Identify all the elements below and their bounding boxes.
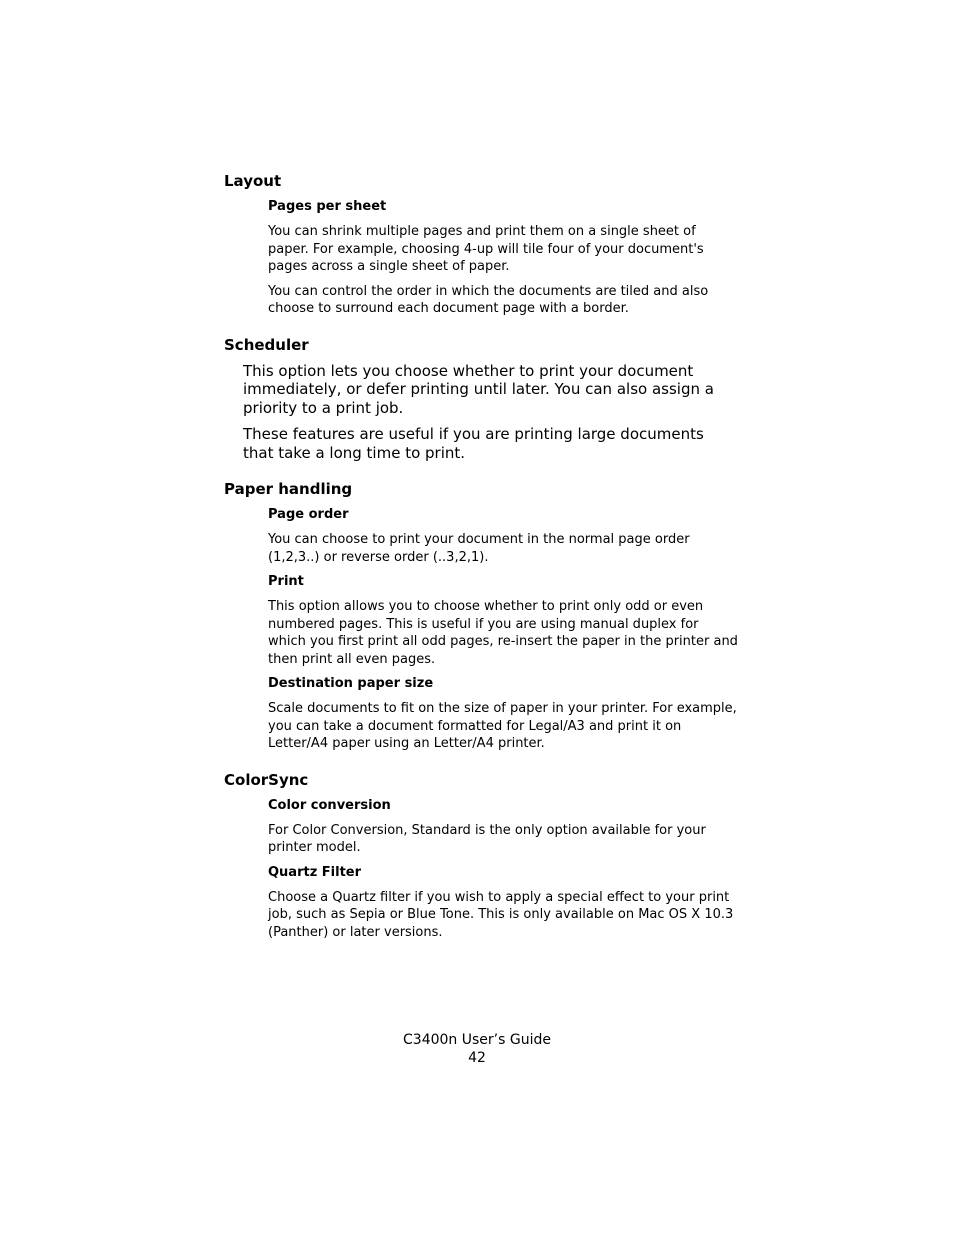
- paragraph: You can shrink multiple pages and print them on a single sheet of paper. For example, choosing 4-up will tile four of your document's pages across a single sheet of paper.: [268, 224, 704, 274]
- section-paper-handling: [224, 479, 744, 753]
- subsection-quartz-filter: [268, 864, 738, 942]
- paragraph: For Color Conversion, Standard is the only option available for your printer model.: [268, 822, 706, 855]
- subsection-destination-paper-size: [268, 675, 738, 753]
- paragraph: These features are useful if you are printing large documents that take a long time to print.: [243, 425, 704, 462]
- footer-page-number: 42: [468, 1049, 486, 1066]
- section-colorsync: [224, 770, 744, 942]
- subsection-color-conversion: [268, 797, 738, 857]
- page-footer: [0, 1032, 954, 1067]
- section-layout: [224, 171, 744, 318]
- footer-guide-title: C3400n User’s Guide: [403, 1032, 551, 1048]
- subsection-page-order: [268, 506, 738, 566]
- paper-handling-subsections: [268, 506, 738, 753]
- section-title-paper-handling: Paper handling: [224, 480, 353, 498]
- paragraph: This option lets you choose whether to print your document immediately, or defer printing until later. You can also assign a priority to a print job.: [243, 361, 714, 417]
- subsection-print: [268, 573, 738, 668]
- colorsync-subsections: [268, 797, 738, 942]
- scheduler-body: [243, 362, 733, 463]
- subsection-title-color-conversion: Color conversion: [268, 797, 391, 813]
- subsection-title-print: Print: [268, 574, 304, 589]
- section-title-layout: Layout: [224, 172, 282, 190]
- subsection-title-destination-paper-size: Destination paper size: [268, 676, 434, 691]
- section-scheduler: [224, 335, 744, 463]
- section-title-scheduler: Scheduler: [224, 335, 309, 354]
- subsection-title-quartz-filter: Quartz Filter: [268, 864, 362, 880]
- subsection-title-page-order: Page order: [268, 507, 349, 522]
- paragraph: You can choose to print your document in the normal page order (1,2,3..) or reverse order (..3,2,1).: [268, 532, 690, 565]
- paragraph: This option allows you to choose whether to print only odd or even numbered pages. This is useful if you are using manual duplex for which you first print all odd pages, re-insert the paper in the printer and then print all even pages.: [268, 599, 738, 667]
- subsection-title-pages-per-sheet: Pages per sheet: [268, 199, 387, 214]
- paragraph: Scale documents to fit on the size of paper in your printer. For example, you can take a document formatted for Legal/A3 and print it on Letter/A4 paper using an Letter/A4 printer.: [268, 701, 737, 751]
- paragraph: You can control the order in which the documents are tiled and also choose to surround each document page with a border.: [268, 283, 709, 316]
- paragraph: Choose a Quartz filter if you wish to apply a special effect to your print job, such as Sepia or Blue Tone. This is only available on Mac OS X 10.3 (Panther) or later versions.: [268, 889, 734, 940]
- page-content: [224, 171, 744, 948]
- subsection-pages-per-sheet: [268, 198, 738, 318]
- section-title-colorsync: ColorSync: [224, 770, 309, 789]
